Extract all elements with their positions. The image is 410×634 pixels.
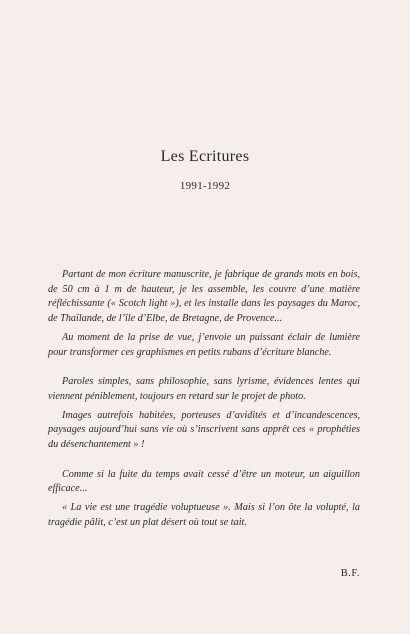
paragraph-3: Paroles simples, sans philosophie, sans lyrisme, évidences lentes qui viennent péniblement, toujours en retard sur le projet de photo. [48, 376, 360, 402]
paragraph-4: Images autrefois habitées, porteuses d’avidités et d’incandescences, paysages aujourd’hui sans vie où s’inscrivent sans apprêt ces « prophéties du désenchantement » ! [48, 409, 360, 451]
text-body [48, 268, 360, 531]
paragraph-1: Partant de mon écriture manuscrite, je fabrique de grands mots en bois, de 50 cm à 1 m de hauteur, je les assemble, les couvre d’une matière réfléchissante (« Scotch light »), et les installe dans les paysages du Maroc, de Thaïlande, de l’île d’Elbe, de Bretagne, de Provence... [48, 269, 360, 325]
date-range: 1991-1992 [179, 180, 231, 192]
paragraph-2: Au moment de la prise de vue, j’envoie un puissant éclair de lumière pour transformer ces graphismes en petits rubans d’écriture blanche. [48, 331, 360, 358]
signature: B.F. [340, 568, 360, 579]
page-title: Les Ecritures [160, 148, 250, 165]
paragraph-5: Comme si la fuite du temps avait cessé d’être un moteur, un aiguillon efficace... [48, 468, 360, 495]
paragraph-6: « La vie est une tragédie voluptueuse ». Mais si l’on ôte la volupté, la tragédie pâlit, c’est un plat désert où tout se tait. [48, 502, 360, 528]
